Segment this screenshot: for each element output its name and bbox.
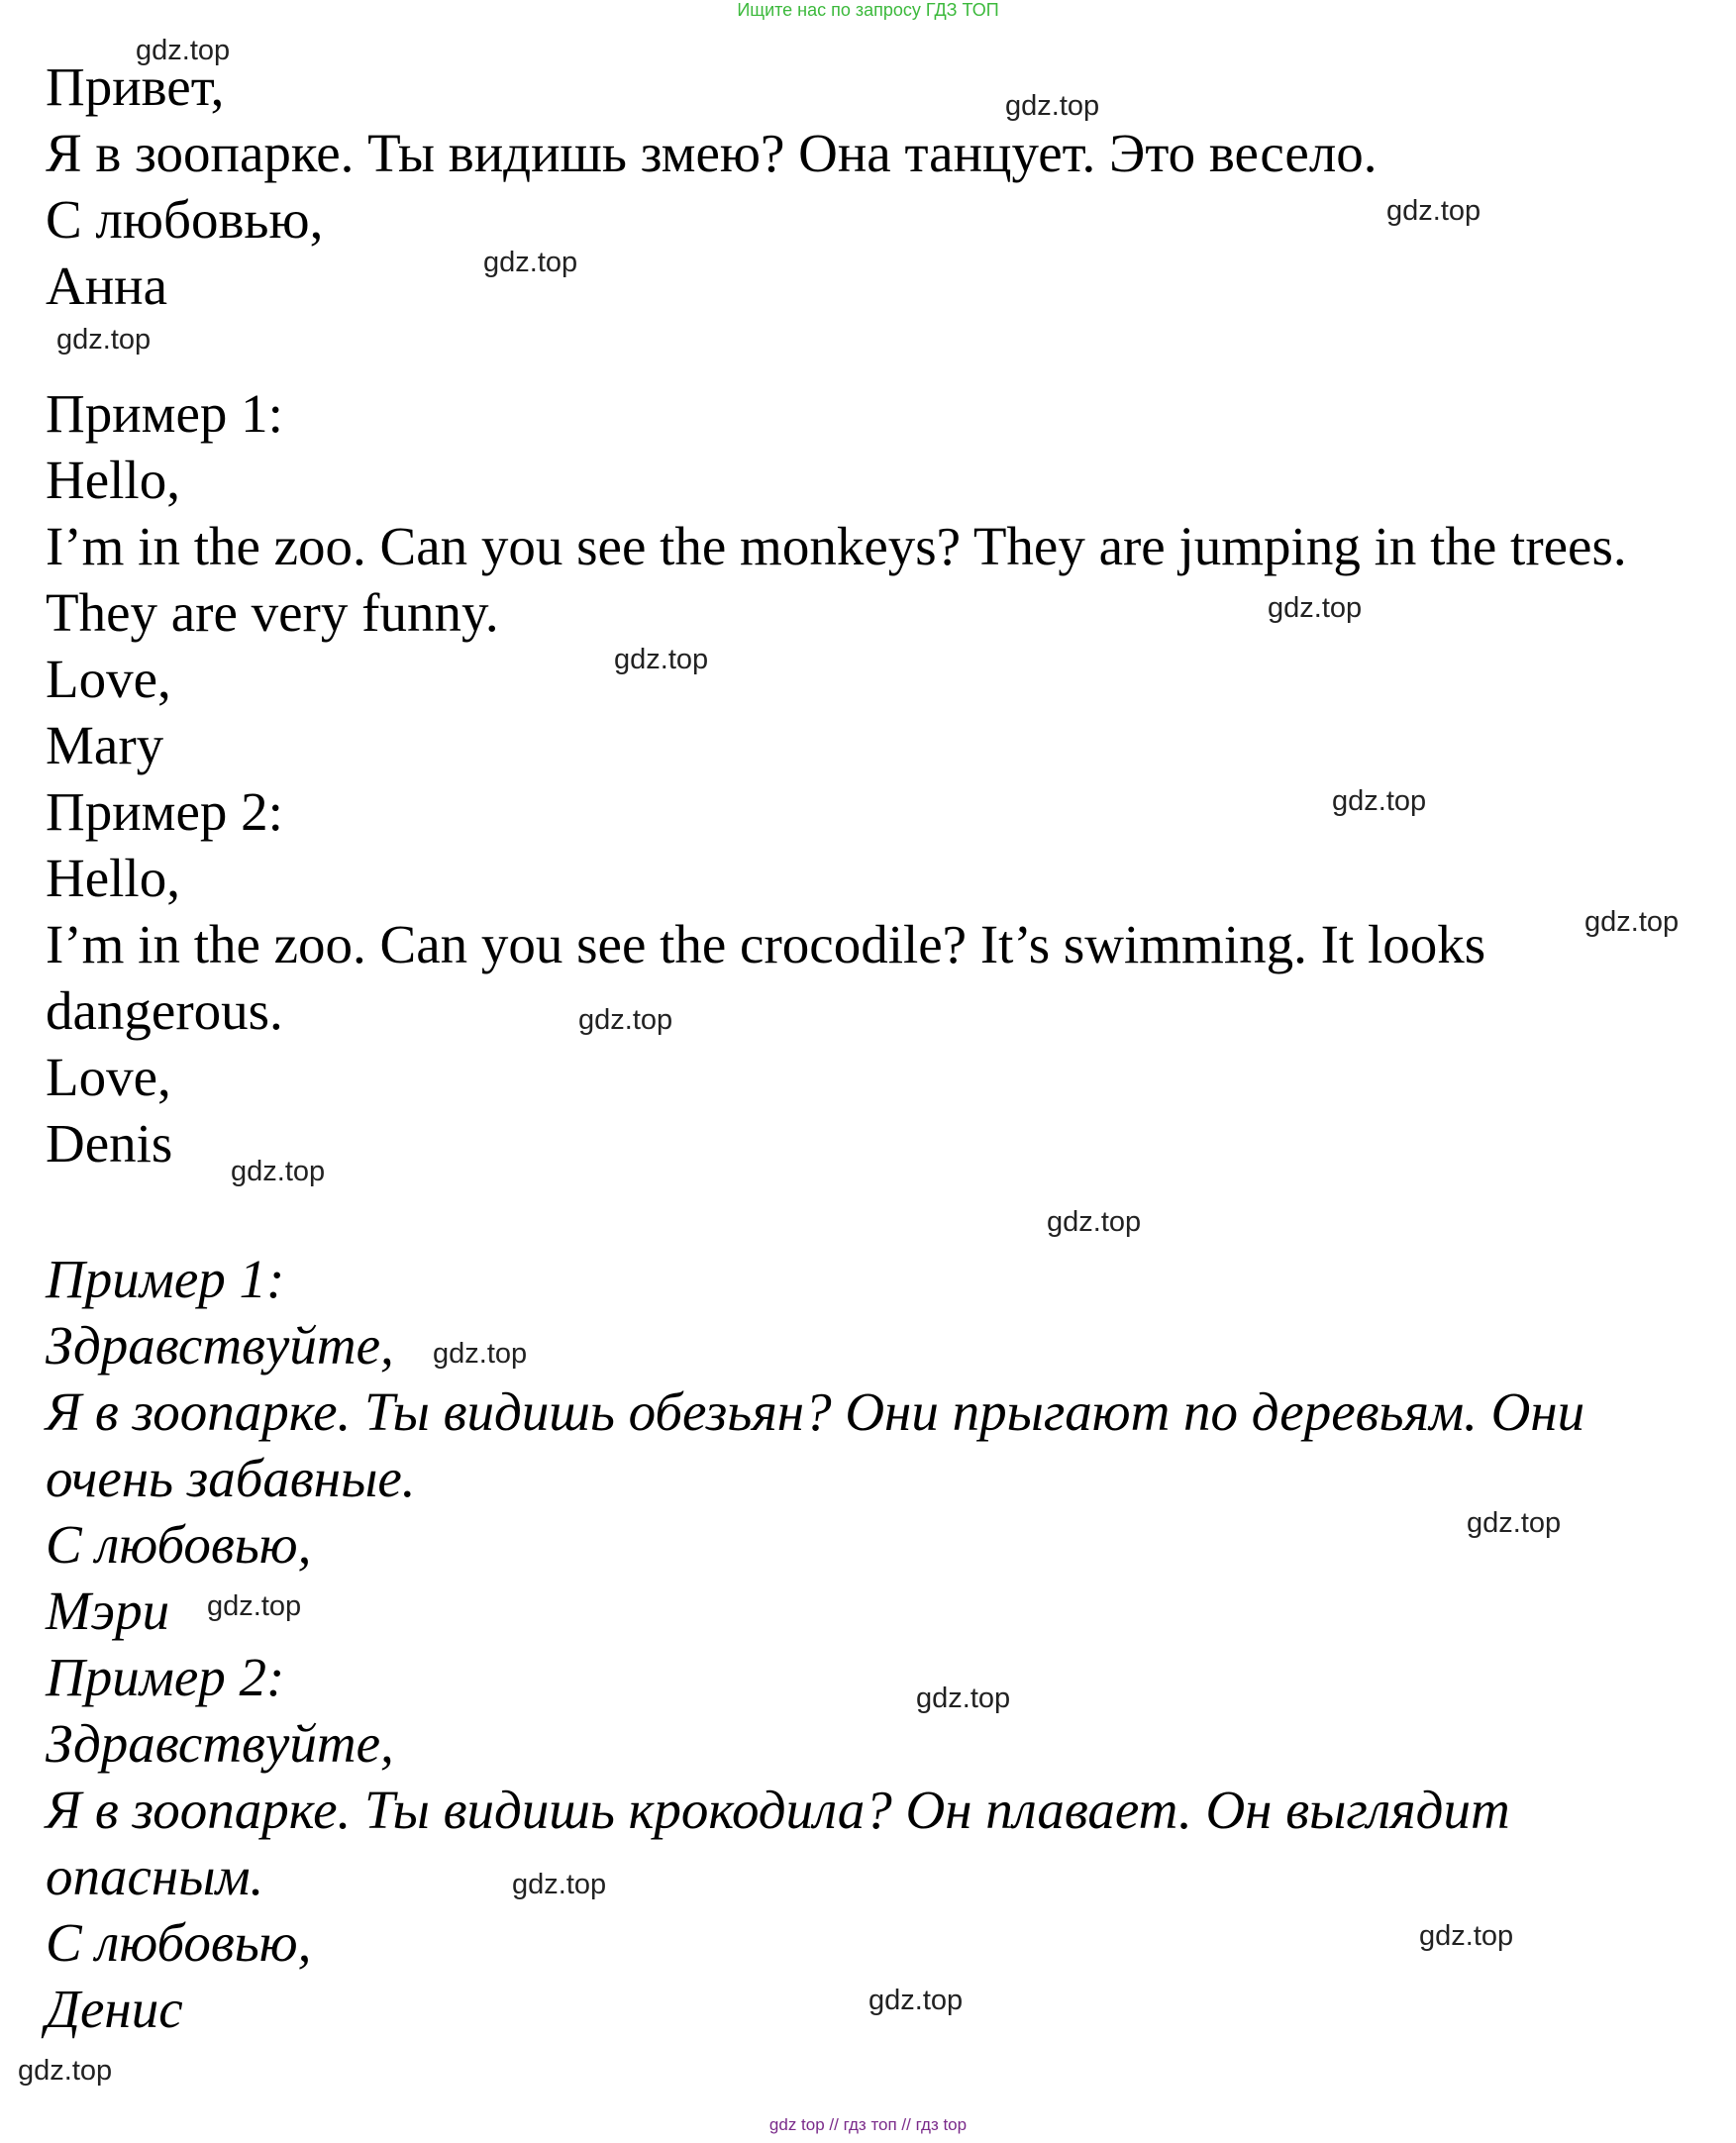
examples-english bbox=[46, 380, 1627, 1176]
example-line: Я в зоопарке. Ты видишь обезьян? Они прыгают по деревьям. Они bbox=[46, 1381, 1585, 1442]
example-heading: Пример 1: bbox=[46, 383, 283, 444]
example-line: Hello, bbox=[46, 848, 180, 908]
watermark: gdz.top bbox=[1584, 906, 1680, 938]
letter-line: С любовью, bbox=[46, 189, 324, 250]
watermark: gdz.top bbox=[433, 1338, 528, 1370]
letter-russian bbox=[46, 53, 1378, 319]
watermark: gdz.top bbox=[1332, 785, 1427, 817]
example-line: I’m in the zoo. Can you see the monkeys? They are jumping in the trees. bbox=[46, 516, 1627, 576]
example-line: С любовью, bbox=[46, 1912, 312, 1973]
top-banner: Ищите нас по запросу ГДЗ ТОП bbox=[737, 0, 999, 20]
watermark: gdz.top bbox=[136, 35, 231, 66]
letter-line: Я в зоопарке. Ты видишь змею? Она танцует. Это весело. bbox=[46, 123, 1378, 183]
watermark: gdz.top bbox=[1419, 1920, 1514, 1952]
watermark: gdz.top bbox=[512, 1869, 607, 1900]
example-line: очень забавные. bbox=[46, 1448, 416, 1508]
watermark: gdz.top bbox=[578, 1004, 673, 1036]
watermark: gdz.top bbox=[231, 1156, 326, 1187]
example-line: опасным. bbox=[46, 1846, 264, 1906]
example-line: Mary bbox=[46, 715, 164, 775]
example-line: Мэри bbox=[46, 1581, 170, 1641]
example-line: С любовью, bbox=[46, 1514, 312, 1575]
example-line: Здравствуйте, bbox=[46, 1315, 394, 1376]
watermark: gdz.top bbox=[1386, 195, 1481, 227]
watermark: gdz.top bbox=[1467, 1507, 1562, 1539]
watermark: gdz.top bbox=[916, 1683, 1011, 1714]
example-line: Denis bbox=[46, 1113, 173, 1174]
example-line: Денис bbox=[46, 1979, 183, 2039]
letter-line: Анна bbox=[46, 255, 167, 316]
watermark: gdz.top bbox=[1047, 1206, 1142, 1238]
example-heading: Пример 2: bbox=[46, 781, 283, 842]
watermark: gdz.top bbox=[868, 1985, 964, 2016]
watermark: gdz.top bbox=[1268, 592, 1363, 624]
example-line: Love, bbox=[46, 1047, 171, 1107]
examples-russian bbox=[46, 1246, 1584, 2042]
example-line: dangerous. bbox=[46, 980, 283, 1041]
watermark: gdz.top bbox=[1005, 90, 1100, 122]
bottom-banner: gdz top // гдз топ // гдз top bbox=[768, 2115, 968, 2134]
watermark: gdz.top bbox=[56, 324, 152, 356]
example-line: Hello, bbox=[46, 450, 180, 510]
example-heading: Пример 2: bbox=[46, 1647, 285, 1707]
example-line: Я в зоопарке. Ты видишь крокодила? Он плавает. Он выглядит bbox=[46, 1780, 1510, 1840]
example-line: They are very funny. bbox=[46, 582, 499, 643]
example-line: I’m in the zoo. Can you see the crocodile? It’s swimming. It looks bbox=[46, 914, 1486, 974]
example-heading: Пример 1: bbox=[46, 1249, 285, 1309]
watermark: gdz.top bbox=[18, 2055, 113, 2087]
watermark: gdz.top bbox=[483, 247, 578, 278]
watermark: gdz.top bbox=[207, 1590, 302, 1622]
letter-line: Привет, bbox=[46, 56, 225, 117]
example-line: Здравствуйте, bbox=[46, 1713, 394, 1774]
watermark: gdz.top bbox=[614, 644, 709, 675]
example-line: Love, bbox=[46, 649, 171, 709]
